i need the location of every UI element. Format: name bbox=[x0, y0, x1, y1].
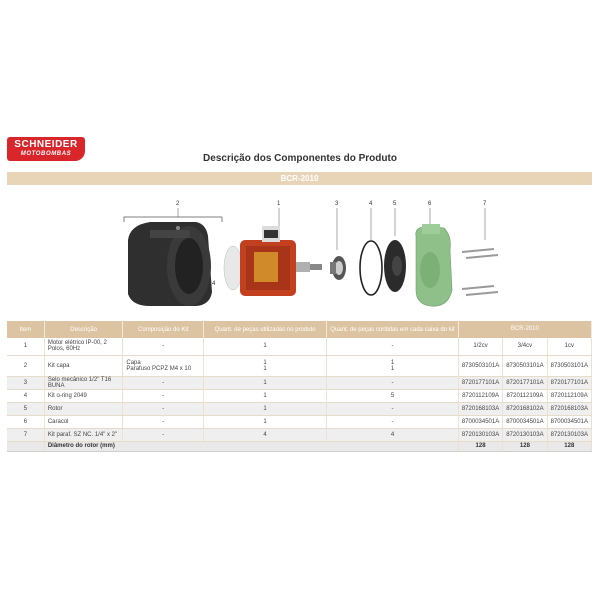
cell-code: 8700034501A bbox=[547, 415, 591, 428]
cell-code: 8720112109A bbox=[503, 389, 547, 402]
cell-qty: 4 bbox=[204, 428, 327, 441]
cell-box: - bbox=[327, 338, 459, 355]
cell-composition: - bbox=[123, 376, 204, 389]
cell-description: Kit o-ring 2049 bbox=[44, 389, 123, 402]
cell-box: - bbox=[327, 402, 459, 415]
header-model: BCR-2010 bbox=[458, 321, 591, 336]
model-label: BCR-2010 bbox=[280, 174, 319, 183]
model-band bbox=[7, 172, 592, 185]
rotor-part bbox=[384, 240, 406, 292]
cell-qty: 1 bbox=[204, 415, 327, 428]
electric-motor-part bbox=[224, 226, 322, 296]
footer-value: 128 bbox=[503, 441, 547, 451]
cell-code: 8720177101A bbox=[547, 376, 591, 389]
part-number-label: 4 bbox=[369, 201, 373, 207]
cell-code: 8720112109A bbox=[547, 389, 591, 402]
subheader-one-cv: 1cv bbox=[547, 338, 591, 355]
header-qty-box: Quant. de peças contidas em cada caixa do kit bbox=[327, 321, 459, 338]
box-line: 1 bbox=[390, 365, 395, 372]
header-kit-composition: Composição do Kit bbox=[123, 321, 204, 338]
cell-code: 8720177101A bbox=[458, 376, 502, 389]
cell-code: 8720168103A bbox=[458, 402, 502, 415]
cell-code: 8730503101A bbox=[547, 355, 591, 376]
cell-item: 7 bbox=[7, 428, 44, 441]
cell-code: 8700034501A bbox=[458, 415, 502, 428]
header-item: Item bbox=[7, 321, 44, 338]
pump-casing-part bbox=[416, 224, 452, 306]
cell-composition: - bbox=[123, 389, 204, 402]
part-number-label: 7 bbox=[483, 201, 487, 207]
svg-text:4: 4 bbox=[212, 281, 216, 287]
cell-box: - bbox=[327, 415, 459, 428]
footer-value: 128 bbox=[547, 441, 591, 451]
cell-item: 1 bbox=[7, 338, 44, 355]
cell-code: 8700034501A bbox=[503, 415, 547, 428]
logo-brand: SCHNEIDER bbox=[14, 139, 78, 150]
cell-code: 8720130103A bbox=[547, 428, 591, 441]
part-bracket bbox=[124, 217, 222, 222]
subheader-half-cv: 1/2cv bbox=[458, 338, 502, 355]
cell-composition: - bbox=[123, 428, 204, 441]
composition-line: Parafuso PCPZ M4 x 10 bbox=[126, 365, 192, 372]
cell-code: 8730503101A bbox=[458, 355, 502, 376]
o-ring-part bbox=[360, 241, 382, 295]
cell-description: Rotor bbox=[44, 402, 123, 415]
motor-cover-part bbox=[128, 222, 216, 306]
cell-item: 6 bbox=[7, 415, 44, 428]
page-title: Descrição dos Componentes do Produto bbox=[203, 153, 397, 164]
subheader-three-quarter-cv: 3/4cv bbox=[503, 338, 547, 355]
part-number-label: 5 bbox=[393, 201, 397, 207]
cell-empty bbox=[7, 441, 44, 451]
box-line: 1 bbox=[390, 359, 395, 366]
cell-box bbox=[327, 355, 459, 376]
cell-code: 8720112109A bbox=[458, 389, 502, 402]
cell-description: Motor elétrico IP-00, 2 Polos, 60Hz bbox=[44, 338, 123, 355]
cell-box: 5 bbox=[327, 389, 459, 402]
composition-line: Capa bbox=[126, 359, 141, 366]
cell-description: Selo mecânico 1/2" T16 BUNA bbox=[44, 376, 123, 389]
cell-qty: 1 bbox=[204, 402, 327, 415]
logo-subtitle: MOTOBOMBAS bbox=[20, 151, 72, 157]
cell-composition: - bbox=[123, 415, 204, 428]
cell-code: 8720177101A bbox=[503, 376, 547, 389]
exploded-view-illustration bbox=[0, 195, 600, 315]
cell-qty: 1 bbox=[204, 376, 327, 389]
cell-code: 8720130103A bbox=[458, 428, 502, 441]
header-qty-used: Quant. de peças utilizadas no produto bbox=[204, 321, 327, 338]
cell-item: 3 bbox=[7, 376, 44, 389]
qty-line: 1 bbox=[263, 359, 267, 366]
part-number-label: 2 bbox=[176, 201, 180, 207]
header-description: Descrição bbox=[44, 321, 123, 338]
cell-item: 4 bbox=[7, 389, 44, 402]
part-number-label: 1 bbox=[277, 201, 281, 207]
part-number-label: 6 bbox=[428, 201, 432, 207]
cell-box: - bbox=[327, 376, 459, 389]
cell-composition: - bbox=[123, 402, 204, 415]
components-table bbox=[7, 321, 592, 452]
part-number-label: 3 bbox=[335, 201, 339, 207]
footer-value: 128 bbox=[458, 441, 502, 451]
cell-qty: 1 bbox=[204, 389, 327, 402]
mechanical-seal-part bbox=[330, 256, 346, 280]
cell-qty bbox=[204, 355, 327, 376]
cell-box: 4 bbox=[327, 428, 459, 441]
cell-code: 8720168102A bbox=[503, 402, 547, 415]
cell-composition bbox=[123, 355, 204, 376]
qty-line: 1 bbox=[263, 365, 267, 372]
cell-code: 8730503101A bbox=[503, 355, 547, 376]
cell-code: 8720130103A bbox=[503, 428, 547, 441]
screws-part bbox=[462, 249, 498, 295]
cell-qty: 1 bbox=[204, 338, 327, 355]
cell-description: Kit capa bbox=[44, 355, 123, 376]
cell-item: 5 bbox=[7, 402, 44, 415]
cell-description: Caracol bbox=[44, 415, 123, 428]
cell-code: 8720168103A bbox=[547, 402, 591, 415]
footer-label: Diâmetro do rotor (mm) bbox=[44, 441, 458, 451]
cell-description: Kit paraf. SZ NC. 1/4" x 2" bbox=[44, 428, 123, 441]
cell-composition: - bbox=[123, 338, 204, 355]
cell-item: 2 bbox=[7, 355, 44, 376]
